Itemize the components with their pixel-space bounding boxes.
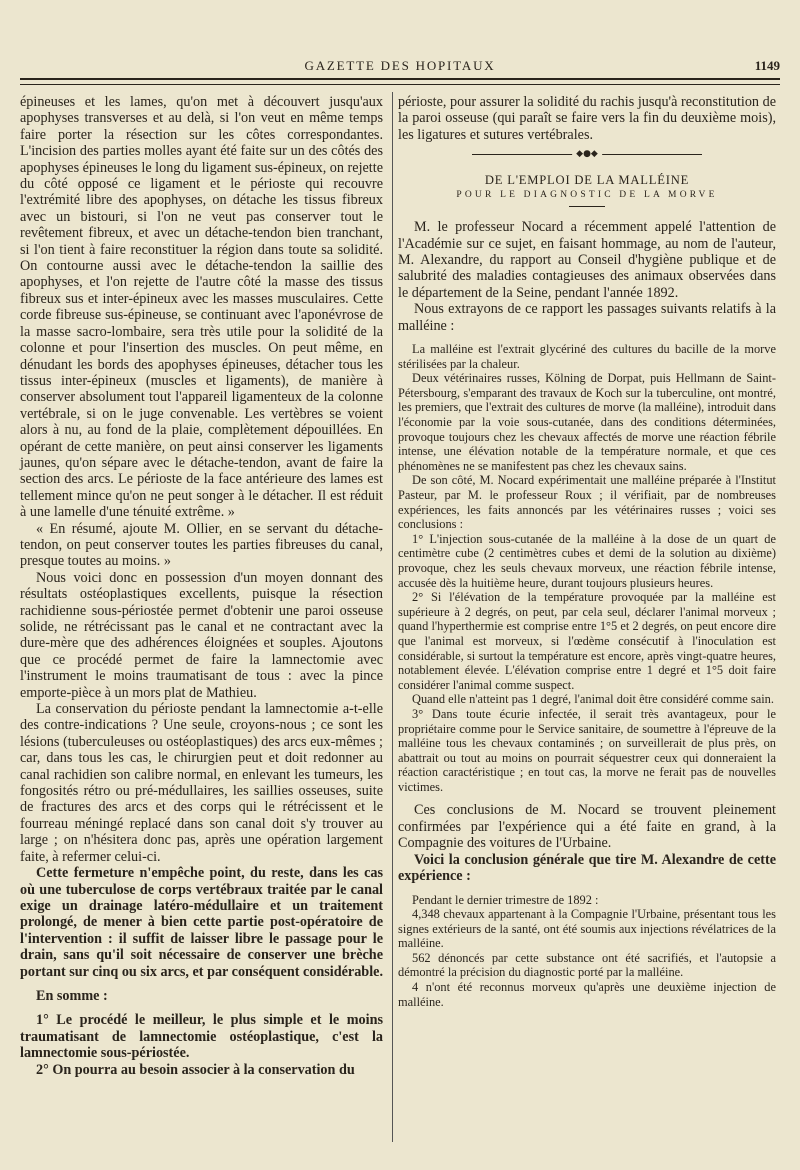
paragraph: périoste, pour assurer la solidité du rachis jusqu'à reconstitution de la paroi osseuse (qui paraît se faire vers la fin du deuxième mois), les ligatures et sutures vertébrales. — [398, 94, 776, 143]
paragraph: En somme : — [36, 987, 108, 1004]
column-divider — [392, 92, 393, 1142]
page-number: 1149 — [754, 58, 780, 73]
excerpt-paragraph: 2° Si l'élévation de la température provoquée par la malléine est supérieure à 2 degrés, on peut, par cela seul, déclarer l'animal morveux ; quand l'hyperthermie est comprise entre 1°5 et 2 degrés, on peut encore dire que l'animal est morveux, si l'œdème consécutif à l'inoculation est considérable, si surtout la température est encore, après vingt-quatre heures, notablement élevée. L'élévation comprise entre 1 degré et 1°5 doit faire considérer l'animal comme suspect. — [398, 590, 776, 692]
excerpt-paragraph: 4 n'ont été reconnus morveux qu'après une deuxième injection de malléine. — [398, 980, 776, 1009]
excerpt-paragraph: 562 dénoncés par cette substance ont été sacrifiés, et l'autopsie a démontré la précision du diagnostic porté par la malléine. — [398, 950, 776, 980]
conclusion-item: 2° On pourra au besoin associer à la conservation du — [36, 1061, 355, 1078]
header-rule — [20, 78, 780, 80]
paragraph: Ces conclusions de M. Nocard se trouvent pleinement confirmées par l'expérience qui a été faite en grand, à la Compagnie des voitures de l'Urbaine. — [398, 802, 776, 852]
paragraph: Voici la conclusion générale que tire M. Alexandre de cette expérience : — [398, 851, 776, 885]
excerpt-paragraph: 3° Dans toute écurie infectée, il serait très avantageux, pour le propriétaire comme pour le Service sanitaire, de soumettre à l'épreuve de la malléine tous les chevaux contaminés ; on surveillerait de plus près, on abattrait ou tout au moins on pourrait séquestrer ceux qui donneraient la réaction caractéristique ; en tout cas, la morve ne ferait pas de nouvelles victimes. — [398, 706, 776, 794]
excerpt-paragraph: Pendant le dernier trimestre de 1892 : — [412, 892, 599, 907]
paragraph: La conservation du périoste pendant la lamnectomie a-t-elle des contre-indications ? Une seule, croyons-nous ; ce sont les lésions (tuberculeuses ou ostéoplastiques) des arcs eux-mêmes ; car, dans tous les cas, le chirurgien peut et doit redonner au canal rachidien son calibre normal, en enlevant les tumeurs, les fongosités rétro ou pré-médullaires, les saillies osseuses, suite de fractures des arcs et des corps qui le rétrécissent et le fourreau méningé replacé dans son canal doit s'y trouver au large ; on n'hésitera donc pas, après une opération largement faite, à refermer celui-ci. — [20, 701, 383, 865]
section-rule — [569, 206, 605, 207]
section-title: DE L'EMPLOI DE LA MALLÉINE — [484, 173, 690, 188]
right-column — [398, 94, 776, 1009]
excerpt-paragraph: Deux vétérinaires russes, Kölning de Dorpat, puis Hellmann de Saint-Pétersbourg, s'emparant des travaux de Koch sur la tuberculine, ont montré, les premiers, que l'extrait des cultures de morve (la malléine), introduit dans l'économie par la voie sous-cutanée, dans des conditions déterminées, provoque toujours chez les chevaux affectés de morve une réaction fébrile intense, une élévation notable de la température normale, et que ces phénomènes ne se manifestent pas chez les chevaux sains. — [398, 371, 776, 473]
header-rule-thin — [20, 84, 780, 85]
excerpt-paragraph: De son côté, M. Nocard expérimentait une malléine préparée à l'Institut Pasteur, par M. le professeur Roux ; il vérifiait, par de nombreuses expériences, les faits annoncés par les vétérinaires russes ; voici ses conclusions : — [398, 473, 776, 532]
conclusion-item: 1° Le procédé le meilleur, le plus simple et le moins traumatisant de lamnectomie ostéoplastique, c'est la lamnectomie sous-périostée. — [20, 1012, 383, 1062]
section-subtitle: POUR LE DIAGNOSTIC DE LA MORVE — [456, 190, 718, 201]
excerpt-paragraph: 1° L'injection sous-cutanée de la malléine à la dose de un quart de centimètre cube (2 centimètres cubes et demi de la solution au dixième) provoque, chez les seuls chevaux morveux, une réaction fébrile intense, accusée dès la huitième heure, durant toujours plusieurs heures. — [398, 531, 776, 590]
paragraph: Nous extrayons de ce rapport les passages suivants relatifs à la malléine : — [398, 301, 776, 334]
paragraph: Nous voici donc en possession d'un moyen donnant des résultats ostéoplastiques excellents, puisque la résection rachidienne sous-périostée permet d'obtenir une paroi osseuse solide, ne rétrécissant pas le canal et ne contractant avec la dure-mère que des adhérences éloignées et souples. Ajoutons que ce procédé permet de faire la lamnectomie avec l'instrument le moins traumatisant de tous : avec la pince emporte-pièce à un mors plat de Mathieu. — [20, 569, 383, 701]
journal-title: GAZETTE DES HOPITAUX — [304, 58, 496, 73]
report-excerpt — [398, 342, 776, 794]
paragraph: M. le professeur Nocard a récemment appelé l'attention de l'Académie sur ce sujet, en faisant hommage, au nom de l'auteur, M. Alexandre, du rapport au Conseil d'hygiène publique et de salubrité des maladies contagieuses des animaux observées dans le département de la Seine, pendant l'année 1892. — [398, 219, 776, 301]
page-header — [0, 58, 800, 80]
section-ornament: ◆●◆ — [472, 149, 702, 159]
excerpt-paragraph: Quand elle n'atteint pas 1 degré, l'animal doit être considéré comme sain. — [412, 692, 774, 707]
paragraph: épineuses et les lames, qu'on met à découvert jusqu'aux apophyses transverses et au delà, si l'on veut en même temps faire porter la résection sur les côtes correspondantes. L'incision des parties molles ayant été faite sur un des côtés des apophyses épineuses le long du ligament sus-épineux, on rejette du côté opposé ce ligament et le périoste qui recouvre l'extrémité libre des apophyses, on détache les tissus fibreux avec un bistouri, si l'on ne veut pas conserver tout le revêtement fibreux, et avec un détache-tendon bien tranchant, si l'on tient à faire reconstituer la région dans toute sa solidité. On contourne aussi avec le détache-tendon la saillie des apophyses, et l'on rejette de l'autre côté la masse des tissus fibreux sus et inter-épineux avec les masses musculaires. Cette corde fibreuse sus-épineuse, se continuant avec l'aponévrose de la masse sacro-lombaire, sera très utile pour la solidité de la colonne et pour l'insertion des muscles. On peut même, en dénudant les bords des apophyses épineuses, détacher tous les tissus inter-épineux (muscles et ligaments), de manière à conserver absolument tout l'appareil ligamenteux de la colonne vertébrale, si on le juge convenable. Les vertèbres se voient alors à nu, au fond de la plaie, complètement dépouillées. En opérant de cette manière, on peut ainsi conserver les ligaments jaunes, qu'on sépare avec le détache-tendon, avant de faire la section des arcs. Le périoste de la face antérieure des lames est tellement mince qu'on ne peut songer à le détacher. Il est réduit à une lamelle d'une ténuité extrême. » — [20, 94, 383, 521]
paragraph: « En résumé, ajoute M. Ollier, en se servant du détache-tendon, on peut conserver toutes les parties fibreuses du canal, presque toutes au moins. » — [20, 520, 383, 570]
left-column — [20, 94, 383, 1078]
paragraph: Cette fermeture n'empêche point, du reste, dans les cas où une tuberculose de corps vertébraux traitée par le canal exige un drainage latéro-médullaire et un traitement prolongé, de mener à bien cette partie post-opératoire de l'intervention : il suffit de laisser libre le passage pour le drain, sans qu'il soit nécessaire de conserver une brèche portant sur cinq ou six arcs, et par conséquent considérable. — [20, 865, 383, 980]
excerpt-paragraph: La malléine est l'extrait glycériné des cultures du bacille de la morve stérilisées par la chaleur. — [398, 342, 776, 371]
excerpt-paragraph: 4,348 chevaux appartenant à la Compagnie l'Urbaine, présentant tous les signes extérieurs de la santé, ont été soumis aux injections révélatrices de la malléine. — [398, 907, 776, 951]
